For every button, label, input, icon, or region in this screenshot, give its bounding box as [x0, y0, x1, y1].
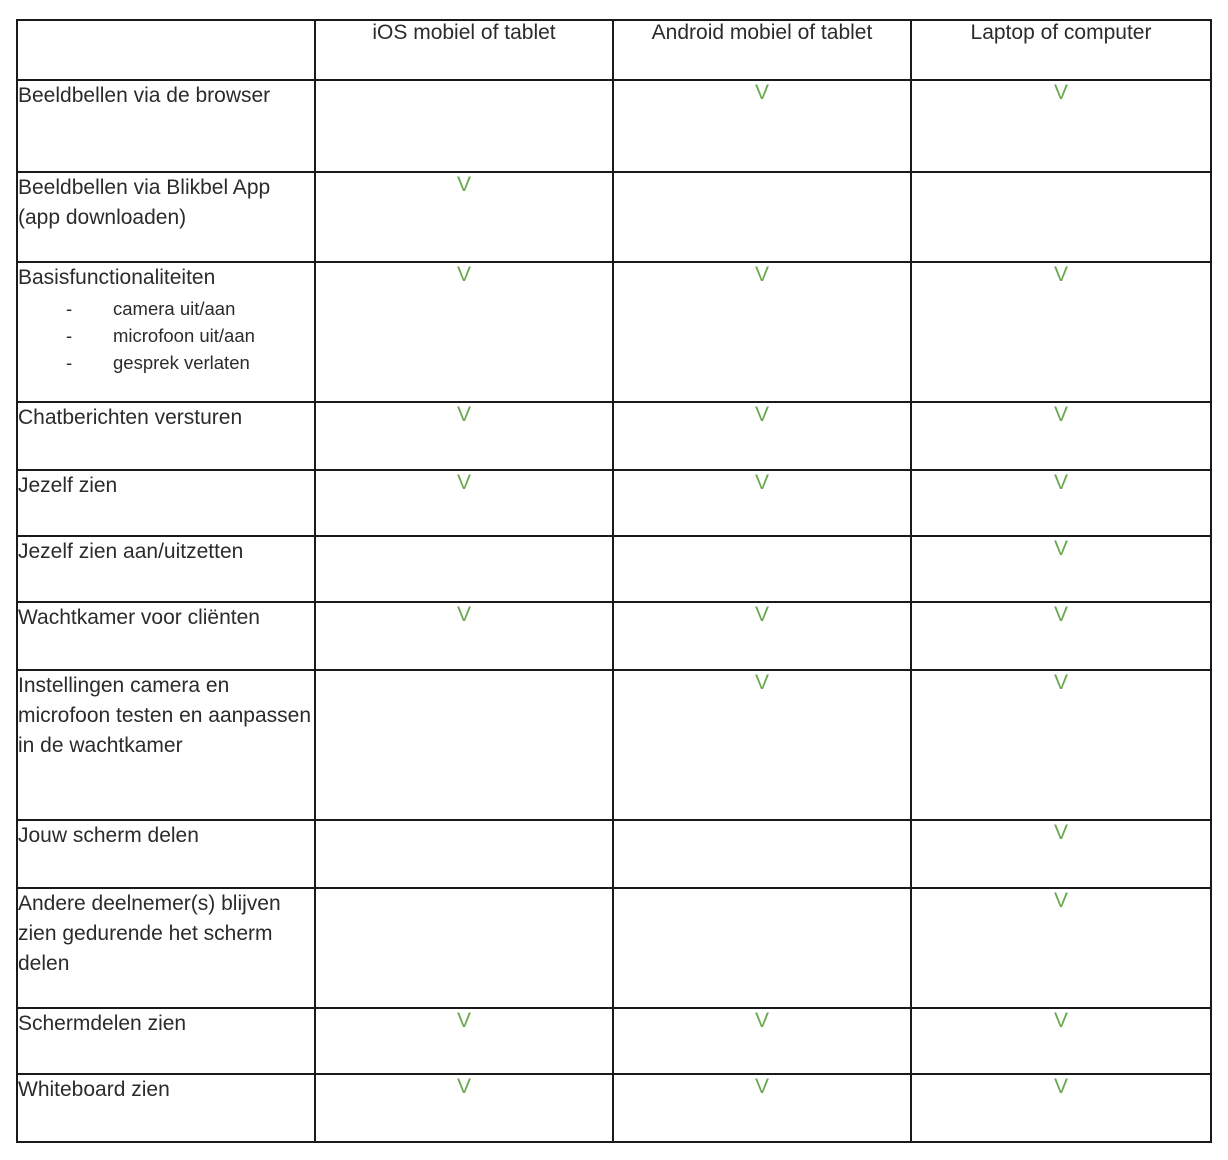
table-row [17, 172, 1211, 262]
sub-item-text: microfoon uit/aan [113, 325, 255, 346]
row-label: Basisfunctionaliteiten [18, 266, 216, 289]
check-android: V [613, 80, 911, 172]
table-row [17, 820, 1211, 888]
check-android [613, 172, 911, 262]
table-row [17, 602, 1211, 670]
check-laptop: V [911, 1074, 1211, 1142]
table-row [17, 536, 1211, 602]
table-row [17, 670, 1211, 820]
check-android: V [613, 470, 911, 536]
check-ios [315, 536, 613, 602]
check-android: V [613, 670, 911, 820]
check-android: V [613, 262, 911, 402]
table-row [17, 1074, 1211, 1142]
row-label: Instellingen camera en microfoon testen en aanpassen in de wachtkamer [17, 670, 315, 820]
sub-item-list [18, 295, 314, 376]
row-label: Whiteboard zien [17, 1074, 315, 1142]
check-ios: V [315, 402, 613, 470]
check-ios [315, 888, 613, 1008]
table-row [17, 80, 1211, 172]
check-laptop: V [911, 536, 1211, 602]
sub-item-text: gesprek verlaten [113, 352, 250, 373]
check-laptop [911, 172, 1211, 262]
check-android: V [613, 1074, 911, 1142]
check-ios: V [315, 1008, 613, 1074]
table-row [17, 470, 1211, 536]
header-android: Android mobiel of tablet [613, 20, 911, 80]
check-laptop: V [911, 262, 1211, 402]
row-label: Beeldbellen via de browser [17, 80, 315, 172]
row-label: Jezelf zien aan/uitzetten [17, 536, 315, 602]
check-android: V [613, 1008, 911, 1074]
check-ios [315, 670, 613, 820]
check-laptop: V [911, 402, 1211, 470]
check-ios [315, 80, 613, 172]
check-android [613, 820, 911, 888]
check-ios [315, 820, 613, 888]
sub-item-text: camera uit/aan [113, 298, 236, 319]
row-label: Andere deelnemer(s) blijven zien gedurende het scherm delen [17, 888, 315, 1008]
check-android: V [613, 402, 911, 470]
check-android: V [613, 602, 911, 670]
check-ios: V [315, 262, 613, 402]
check-ios: V [315, 172, 613, 262]
check-ios: V [315, 470, 613, 536]
check-laptop: V [911, 470, 1211, 536]
row-label-basis [17, 262, 315, 402]
check-laptop: V [911, 670, 1211, 820]
check-android [613, 888, 911, 1008]
check-ios: V [315, 602, 613, 670]
row-label: Beeldbellen via Blikbel App (app downloaden) [17, 172, 315, 262]
table-row [17, 888, 1211, 1008]
header-laptop: Laptop of computer [911, 20, 1211, 80]
row-label: Jezelf zien [17, 470, 315, 536]
header-empty [17, 20, 315, 80]
check-android [613, 536, 911, 602]
check-laptop: V [911, 602, 1211, 670]
feature-comparison-table [16, 19, 1212, 1143]
sub-item: - microfoon uit/aan [66, 325, 255, 346]
check-laptop: V [911, 888, 1211, 1008]
row-label: Wachtkamer voor cliënten [17, 602, 315, 670]
table-row [17, 1008, 1211, 1074]
header-ios: iOS mobiel of tablet [315, 20, 613, 80]
row-label: Schermdelen zien [17, 1008, 315, 1074]
check-laptop: V [911, 1008, 1211, 1074]
header-row [17, 20, 1211, 80]
table-row [17, 402, 1211, 470]
sub-item: - camera uit/aan [66, 298, 236, 319]
sub-item: - gesprek verlaten [66, 352, 250, 373]
check-ios: V [315, 1074, 613, 1142]
row-label: Jouw scherm delen [17, 820, 315, 888]
table-row [17, 262, 1211, 402]
row-label: Chatberichten versturen [17, 402, 315, 470]
check-laptop: V [911, 820, 1211, 888]
check-laptop: V [911, 80, 1211, 172]
